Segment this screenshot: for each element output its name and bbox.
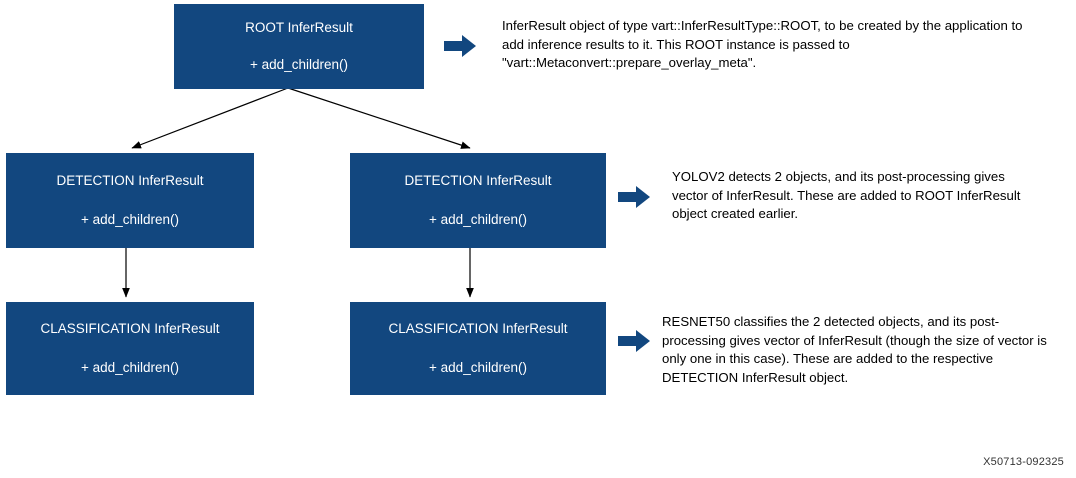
annotation-detection: YOLOV2 detects 2 objects, and its post-processing gives vector of InferResult. These are added to ROOT InferResult object created earlier. xyxy=(672,169,1021,222)
node-method: + add_children() xyxy=(429,211,527,227)
node-title: CLASSIFICATION InferResult xyxy=(388,321,568,337)
annotation-root: InferResult object of type vart::InferResultType::ROOT, to be created by the application to add inference results to it. This ROOT instance is passed to "vart::Metaconvert::prepare_overlay_meta". xyxy=(502,18,1023,71)
node-title: DETECTION InferResult xyxy=(56,173,204,189)
node-method: + add_children() xyxy=(81,211,179,227)
annotation-classification: RESNET50 classifies the 2 detected objects, and its post-processing gives vector of InferResult (though the size of vector is only one in this case). These are added to the respective DETECTION InferResult object. xyxy=(662,314,1047,386)
node-title: CLASSIFICATION InferResult xyxy=(40,321,220,337)
node-method: + add_children() xyxy=(81,359,179,375)
node-method: + add_children() xyxy=(250,56,348,72)
document-code: X50713-092325 xyxy=(983,456,1064,468)
right-arrow-icon-classification xyxy=(618,328,652,354)
node-classification-right xyxy=(350,302,606,395)
node-detection-left xyxy=(6,153,254,248)
node-title: DETECTION InferResult xyxy=(404,173,552,189)
node-method: + add_children() xyxy=(429,359,527,375)
node-root-inferresult xyxy=(174,4,424,89)
node-title: ROOT InferResult xyxy=(245,20,353,36)
node-detection-right xyxy=(350,153,606,248)
right-arrow-icon-root xyxy=(444,33,478,59)
right-arrow-icon-detection xyxy=(618,184,652,210)
node-classification-left xyxy=(6,302,254,395)
